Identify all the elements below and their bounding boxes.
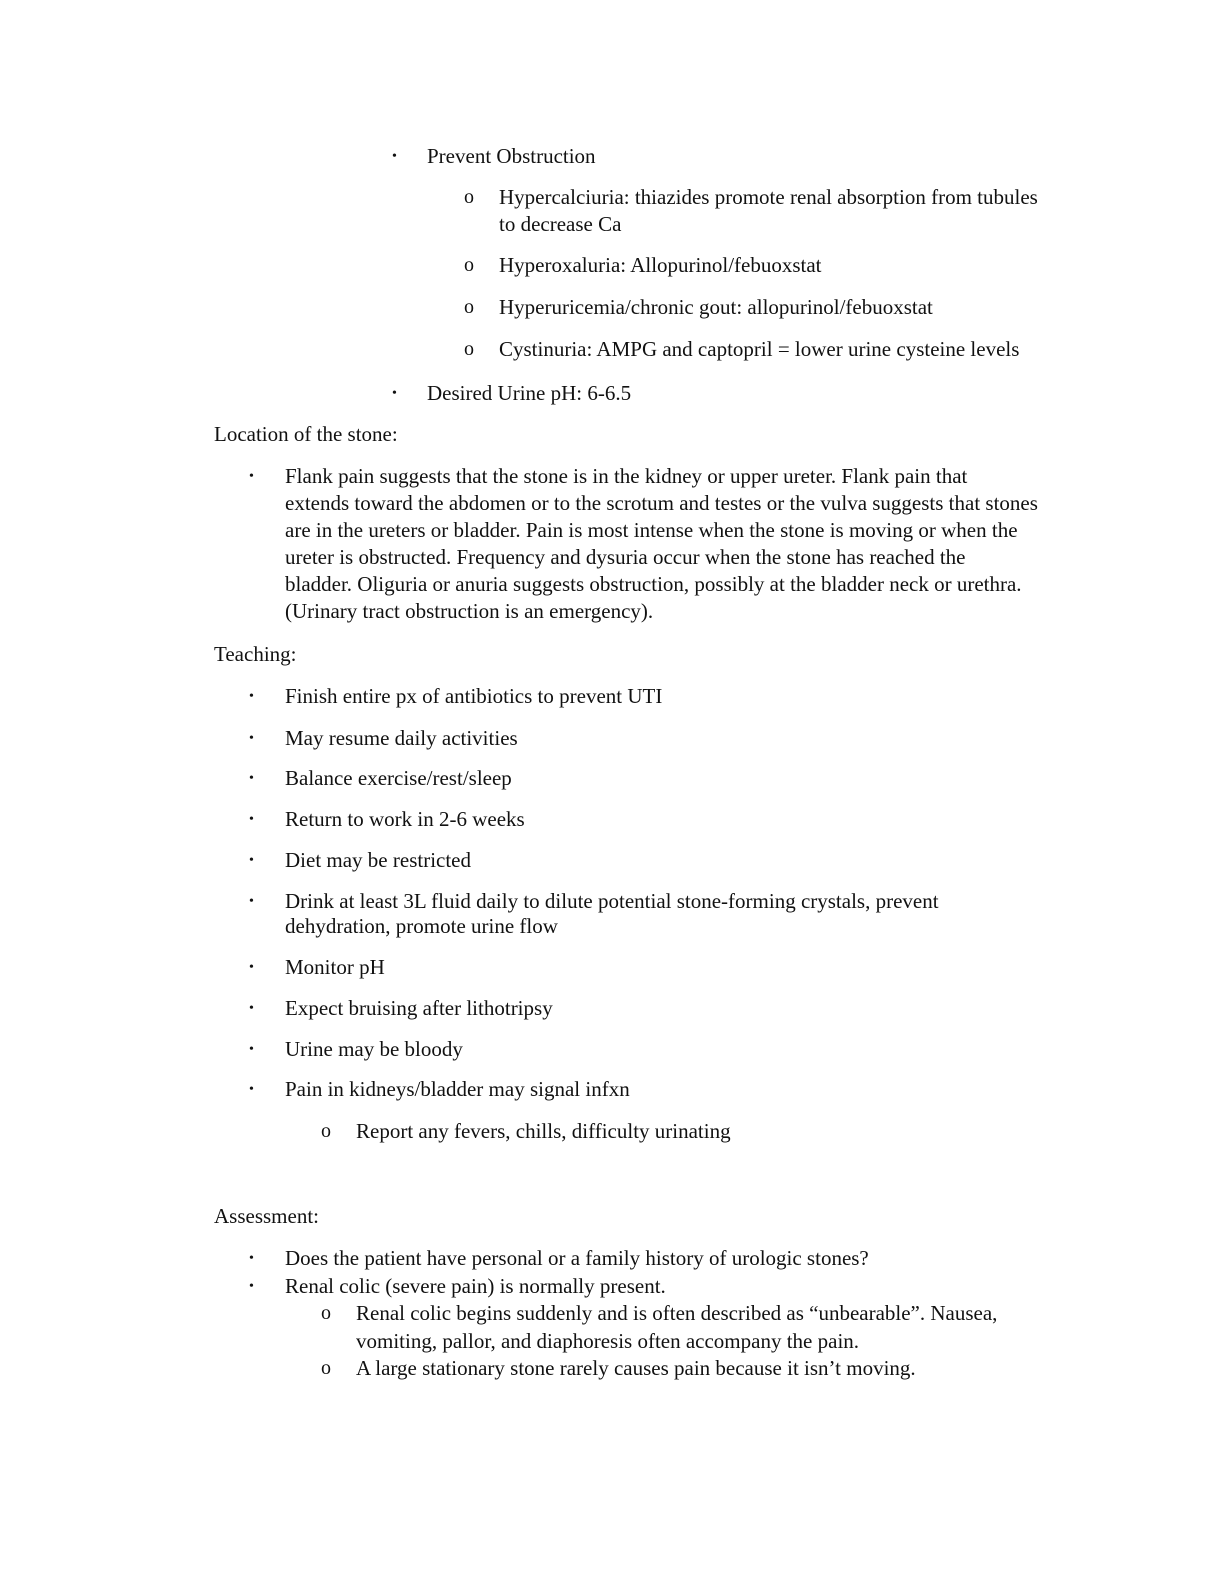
list-item: Drink at least 3L fluid daily to dilute potential stone-forming crystals, prevent: [285, 889, 939, 913]
section-heading: Assessment:: [214, 1204, 319, 1228]
paragraph-line: extends toward the abdomen or to the scrotum and testes or the vulva suggests that stones: [285, 491, 1038, 515]
list-item-continuation: vomiting, pallor, and diaphoresis often accompany the pain.: [356, 1329, 860, 1353]
list-item: Hyperoxaluria: Allopurinol/febuoxstat: [499, 253, 822, 277]
list-item: Renal colic (severe pain) is normally present.: [285, 1274, 666, 1298]
paragraph-line: are in the ureters or bladder. Pain is most intense when the stone is moving or when the: [285, 518, 1018, 542]
bullet-icon: •: [249, 689, 254, 704]
section-heading: Location of the stone:: [214, 422, 398, 446]
list-item: Urine may be bloody: [285, 1037, 463, 1061]
list-item-continuation: to decrease Ca: [499, 212, 622, 236]
list-item: Diet may be restricted: [285, 848, 472, 872]
list-item-continuation: dehydration, promote urine flow: [285, 914, 558, 938]
paragraph-line: (Urinary tract obstruction is an emergency).: [285, 599, 654, 623]
circle-bullet-icon: o: [464, 338, 474, 360]
bullet-icon: •: [249, 853, 254, 868]
list-item: Finish entire px of antibiotics to prevent UTI: [285, 684, 663, 708]
list-item: Expect bruising after lithotripsy: [285, 996, 553, 1020]
circle-bullet-icon: o: [464, 186, 474, 208]
circle-bullet-icon: o: [321, 1120, 331, 1142]
paragraph-line: bladder. Oliguria or anuria suggests obstruction, possibly at the bladder neck or urethra.: [285, 572, 1022, 596]
bullet-icon: •: [249, 771, 254, 786]
bullet-icon: •: [392, 149, 397, 164]
bullet-icon: •: [249, 469, 254, 484]
list-item: Prevent Obstruction: [427, 144, 596, 168]
list-item: Report any fevers, chills, difficulty urinating: [356, 1119, 731, 1143]
list-item: Hypercalciuria: thiazides promote renal absorption from tubules: [499, 185, 1038, 209]
bullet-icon: •: [249, 960, 254, 975]
circle-bullet-icon: o: [464, 254, 474, 276]
circle-bullet-icon: o: [321, 1302, 331, 1324]
list-item: Desired Urine pH: 6-6.5: [427, 381, 632, 405]
list-item: Balance exercise/rest/sleep: [285, 766, 512, 790]
list-item: Cystinuria: AMPG and captopril = lower urine cysteine levels: [499, 337, 1020, 361]
bullet-icon: •: [392, 386, 397, 401]
bullet-icon: •: [249, 1042, 254, 1057]
list-item: May resume daily activities: [285, 726, 518, 750]
list-item: A large stationary stone rarely causes pain because it isn’t moving.: [356, 1356, 916, 1380]
section-heading: Teaching:: [214, 642, 297, 666]
bullet-icon: •: [249, 1001, 254, 1016]
circle-bullet-icon: o: [464, 296, 474, 318]
list-item: Hyperuricemia/chronic gout: allopurinol/febuoxstat: [499, 295, 933, 319]
list-item: Pain in kidneys/bladder may signal infxn: [285, 1077, 630, 1101]
list-item: Renal colic begins suddenly and is often described as “unbearable”. Nausea,: [356, 1301, 998, 1325]
bullet-icon: •: [249, 731, 254, 746]
bullet-icon: •: [249, 1279, 254, 1294]
paragraph-line: Flank pain suggests that the stone is in the kidney or upper ureter. Flank pain that: [285, 464, 968, 488]
list-item: Return to work in 2-6 weeks: [285, 807, 525, 831]
bullet-icon: •: [249, 1251, 254, 1266]
list-item: Monitor pH: [285, 955, 385, 979]
list-item: Does the patient have personal or a family history of urologic stones?: [285, 1246, 869, 1270]
bullet-icon: •: [249, 812, 254, 827]
bullet-icon: •: [249, 894, 254, 909]
circle-bullet-icon: o: [321, 1357, 331, 1379]
bullet-icon: •: [249, 1082, 254, 1097]
paragraph-line: ureter is obstructed. Frequency and dysuria occur when the stone has reached the: [285, 545, 966, 569]
